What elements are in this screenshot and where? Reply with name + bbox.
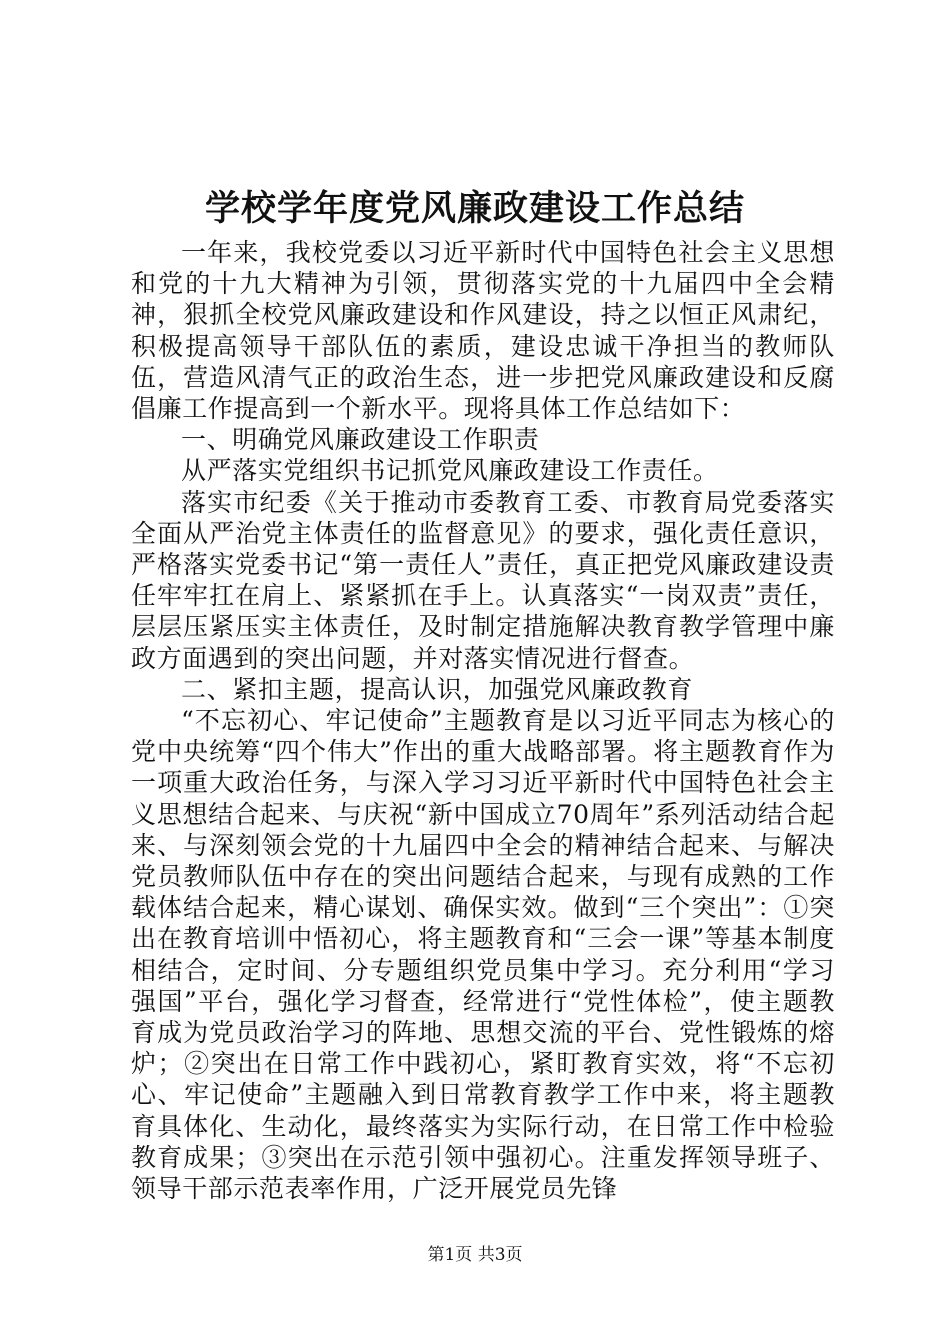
document-title: 学校学年度党风廉政建设工作总结	[204, 188, 745, 229]
section-1-subheading-paragraph: 从严落实党组织书记抓党风廉政建设工作责任。	[181, 456, 719, 486]
section-1-paragraph: 落实市纪委《关于推动市委教育工委、市教育局党委落实全面从严治党主体责任的监督意见》的要求，强化责任意识，严格落实党委书记“第一责任人”责任，真正把党风廉政建设责任牢牢扛在肩上、紧紧抓在手上。认真落实“一岗双责”责任，层层压紧压实主体责任，及时制定措施解决教育教学管理中廉政方面遇到的突出问题，并对落实情况进行督查。	[131, 487, 835, 673]
intro-paragraph: 一年来，我校党委以习近平新时代中国特色社会主义思想和党的十九大精神为引领，贯彻落实党的十九届四中全会精神，狠抓全校党风廉政建设和作风建设，持之以恒正风肃纪，积极提高领导干部队伍的素质，建设忠诚干净担当的教师队伍，营造风清气正的政治生态，进一步把党风廉政建设和反腐倡廉工作提高到一个新水平。现将具体工作总结如下：	[131, 238, 835, 424]
section-heading-2: 二、紧扣主题，提高认识，加强党风廉政教育	[181, 674, 694, 704]
document-body	[131, 237, 835, 1204]
section-2-paragraph: “不忘初心、牢记使命”主题教育是以习近平同志为核心的党中央统筹“四个伟大”作出的重大战略部署。将主题教育作为一项重大政治任务，与深入学习习近平新时代中国特色社会主义思想结合起来、与庆祝“新中国成立70周年”系列活动结合起来、与深刻领会党的十九届四中全会的精神结合起来、与解决党员教师队伍中存在的突出问题结合起来，与现有成熟的工作载体结合起来，精心谋划、确保实效。做到“三个突出”：①突出在教育培训中悟初心，将主题教育和“三会一课”等基本制度相结合，定时间、分专题组织党员集中学习。充分利用“学习强国”平台，强化学习督查，经常进行“党性体检”，使主题教育成为党员政治学习的阵地、思想交流的平台、党性锻炼的熔炉；②突出在日常工作中践初心，紧盯教育实效，将“不忘初心、牢记使命”主题融入到日常教育教学工作中来，将主题教育具体化、生动化，最终落实为实际行动，在日常工作中检验教育成果；③突出在示范引领中强初心。注重发挥领导班子、领导干部示范表率作用，广泛开展党员先锋	[131, 706, 835, 1204]
section-heading-1: 一、明确党风廉政建设工作职责	[181, 425, 540, 455]
page-footer: 第1页 共3页	[427, 1245, 523, 1265]
